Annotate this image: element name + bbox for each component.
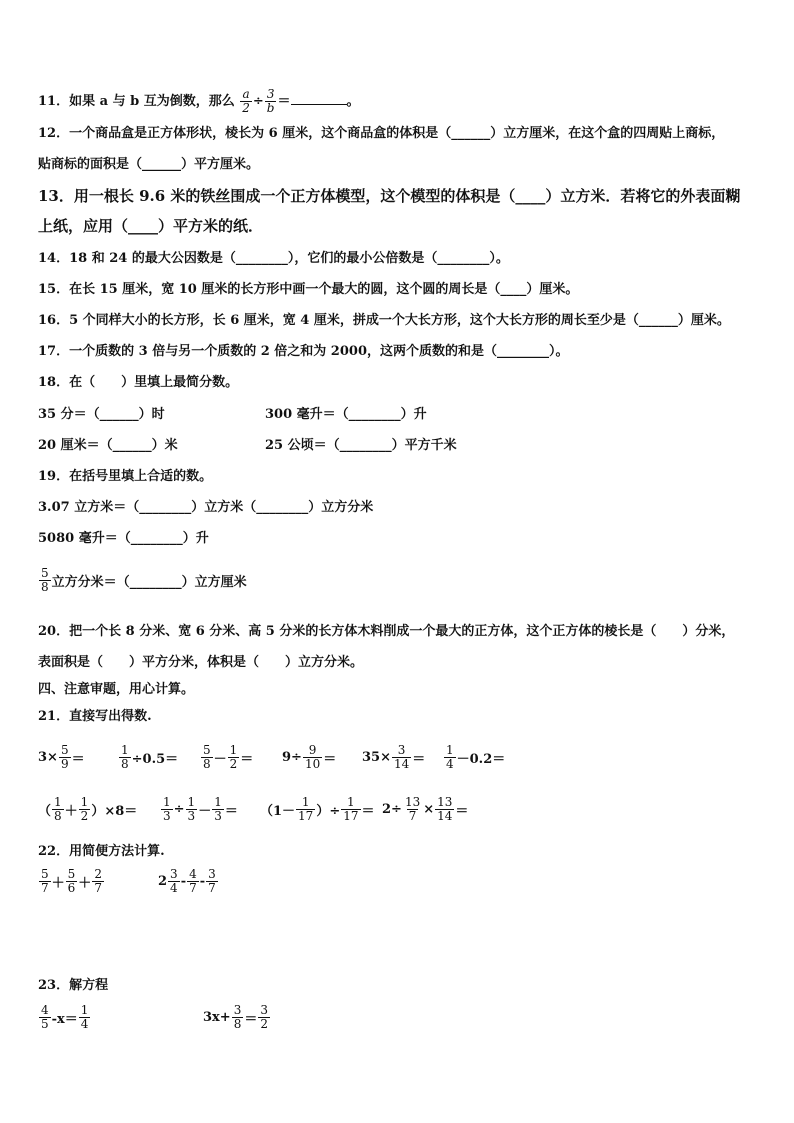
q19-item-c — [38, 567, 247, 594]
q21-e7-op: ＋ — [64, 804, 78, 819]
q23-e1-num-1: 4 — [41, 1003, 49, 1017]
q18-item-c: 20 厘米＝（______）米 — [38, 438, 178, 453]
q22-e1-op-2: ＋ — [78, 876, 92, 891]
q21-e10-den-2: 14 — [437, 809, 453, 823]
q21-e8-den-2: 3 — [187, 809, 196, 823]
q23-e2-num-2: 3 — [260, 1003, 268, 1017]
question-20-line-1: 20．把一个长 8 分米、宽 6 分米、高 5 分米的长方体木料削成一个最大的正方体，这个正方体的棱长是（ ）分米， — [38, 624, 735, 639]
q23-e1-num-2: 1 — [80, 1003, 89, 1017]
q21-e10-num-1: 13 — [404, 795, 421, 809]
q22-e1-op-1: ＋ — [51, 876, 65, 891]
q21-e3-num-2: 1 — [229, 743, 238, 757]
q21-e4-den: 10 — [304, 757, 321, 771]
q23-e2-fraction-2 — [258, 1004, 270, 1031]
q21-e1-num: 5 — [60, 743, 69, 757]
q21-e6-den: 4 — [446, 757, 454, 771]
q22-e2-fraction-2 — [187, 868, 199, 895]
q21-e8-fraction-2 — [186, 796, 198, 823]
q23-e2-den-1: 8 — [233, 1017, 242, 1031]
q18-item-d: 25 公顷＝（________）平方千米 — [265, 438, 457, 453]
q21-e3-op: － — [213, 752, 227, 767]
q11-fraction-1 — [240, 88, 252, 115]
q23-e1-mid: -x＝ — [51, 1012, 78, 1027]
q22-e1-num-3: 2 — [94, 867, 102, 881]
question-22-title: 22．用简便方法计算. — [38, 844, 165, 859]
q22-e1-fraction-3 — [92, 868, 104, 895]
q21-e10-num-2: 13 — [437, 795, 453, 809]
q23-equation-1 — [38, 1004, 91, 1031]
q22-e1-fraction-2 — [66, 868, 78, 895]
q11-text: 如果 a 与 b 互为倒数，那么 — [69, 94, 235, 109]
q21-e5-post: ＝ — [412, 752, 426, 767]
q23-e2-fraction-1 — [232, 1004, 244, 1031]
question-12-line-1: 12．一个商品盒是正方体形状，棱长为 6 厘米，这个商品盒的体积是（______）立方厘米，在这个盒的四周贴上商标， — [38, 126, 725, 141]
q21-e4-num: 9 — [308, 743, 317, 757]
q21-e8-fraction-3 — [212, 796, 224, 823]
q21-e7-den-1: 8 — [54, 809, 62, 823]
q21-e10-den-1: 7 — [408, 809, 417, 823]
q21-e7-den-2: 2 — [80, 809, 89, 823]
q21-e10-fraction-1 — [403, 796, 422, 823]
q19-item-b: 5080 毫升＝（________）升 — [38, 531, 209, 546]
q21-e5-pre: 35× — [362, 750, 391, 765]
q21-e9-den-2: 17 — [343, 809, 359, 823]
q22-e1-fraction-1 — [39, 868, 51, 895]
q18-item-b: 300 毫升＝（________）升 — [265, 407, 427, 422]
q23-e1-den-2: 4 — [80, 1017, 89, 1031]
q18-item-a: 35 分＝（______）时 — [38, 407, 165, 422]
q22-e2-fraction-3 — [206, 868, 218, 895]
q21-expr-10 — [382, 796, 468, 823]
q21-e7-num-1: 1 — [54, 795, 62, 809]
q22-e2-den-3: 7 — [208, 881, 216, 895]
q21-e3-num-1: 5 — [203, 743, 211, 757]
question-19-title: 19．在括号里填上合适的数。 — [38, 469, 213, 484]
q21-e3-den-1: 8 — [203, 757, 211, 771]
q23-e1-den-1: 5 — [41, 1017, 49, 1031]
section-4-heading: 四、注意审题，用心计算。 — [38, 682, 195, 697]
question-11 — [38, 88, 360, 115]
question-13-line-1: 13．用一根长 9.6 米的铁丝围成一个正方体模型，这个模型的体积是（____）立方米．若将它的外表面糊 — [38, 187, 741, 205]
q11-answer-blank[interactable] — [291, 92, 347, 105]
q21-e8-num-3: 1 — [214, 795, 222, 809]
q21-e3-post: ＝ — [240, 752, 254, 767]
q11-f1-num: a — [242, 87, 250, 101]
q21-e1-post: ＝ — [71, 752, 85, 767]
q21-e6-fraction — [444, 744, 456, 771]
q21-e9-post: ＝ — [361, 804, 375, 819]
q11-f1-den: 2 — [242, 101, 250, 115]
q22-e1-num-1: 5 — [41, 867, 49, 881]
q21-expr-2 — [118, 744, 178, 771]
q21-expr-4 — [282, 744, 336, 771]
q21-e6-num: 1 — [446, 743, 454, 757]
q21-e7-fraction-1 — [52, 796, 64, 823]
q21-e4-pre: 9÷ — [282, 750, 302, 765]
q21-e4-fraction — [303, 744, 322, 771]
q23-equation-2 — [203, 1004, 271, 1031]
q22-e2-num-1: 3 — [170, 867, 178, 881]
q19-c-num: 5 — [41, 566, 49, 580]
question-14: 14．18 和 24 的最大公因数是（________），它们的最小公倍数是（________）。 — [38, 251, 509, 266]
question-23-title: 23．解方程 — [38, 978, 109, 993]
q23-e2-mid: ＝ — [244, 1012, 258, 1027]
q21-e3-fraction-2 — [228, 744, 240, 771]
q21-e3-fraction-1 — [201, 744, 213, 771]
q21-e7-num-2: 1 — [80, 795, 89, 809]
q19-item-a: 3.07 立方米＝（________）立方米（________）立方分米 — [38, 500, 374, 515]
q21-e5-den: 14 — [393, 757, 410, 771]
q21-expr-7 — [38, 796, 137, 823]
q22-e2-num-2: 4 — [189, 867, 197, 881]
q21-e8-op-2: － — [198, 804, 212, 819]
q21-e7-fraction-2 — [79, 796, 91, 823]
q21-e1-pre: 3× — [38, 750, 58, 765]
q21-e8-op-1: ÷ — [173, 802, 185, 817]
q21-expr-9 — [260, 796, 375, 823]
q11-number: 11． — [38, 94, 70, 109]
question-16: 16．5 个同样大小的长方形，长 6 厘米，宽 4 厘米，拼成一个大长方形，这个大长方形的周长至少是（______）厘米。 — [38, 313, 730, 328]
q22-e2-num-3: 3 — [208, 867, 216, 881]
q23-e1-fraction-1 — [39, 1004, 51, 1031]
q21-e7-post: ）×8＝ — [91, 804, 138, 819]
q21-expr-3 — [200, 744, 253, 771]
question-20-line-2: 表面积是（ ）平方分米，体积是（ ）立方分米。 — [38, 655, 364, 670]
q19-c-text: 立方分米＝（________）立方厘米 — [51, 575, 247, 590]
q22-e1-den-1: 7 — [41, 881, 49, 895]
q11-f2-num: 3 — [266, 87, 275, 101]
q11-eq: ＝ — [277, 94, 291, 109]
q21-e9-op: ）÷ — [316, 804, 341, 819]
q21-e3-den-2: 2 — [229, 757, 238, 771]
q21-e4-post: ＝ — [323, 752, 337, 767]
q21-e1-fraction — [59, 744, 71, 771]
q21-e7-pre: （ — [38, 804, 52, 819]
q21-e9-num-2: 1 — [347, 795, 355, 809]
q21-e9-num-1: 1 — [301, 795, 310, 809]
q23-e2-num-1: 3 — [233, 1003, 242, 1017]
q21-e8-fraction-1 — [161, 796, 173, 823]
question-15: 15．在长 15 厘米，宽 10 厘米的长方形中画一个最大的圆，这个圆的周长是（____）厘米。 — [38, 282, 579, 297]
q22-e1-den-2: 6 — [67, 881, 76, 895]
q21-e5-fraction — [392, 744, 411, 771]
q21-expr-6 — [443, 744, 505, 771]
q21-e2-den: 8 — [121, 757, 129, 771]
q21-e8-num-2: 1 — [187, 795, 196, 809]
q21-e6-post: －0.2＝ — [456, 752, 506, 767]
q21-e10-op: × — [423, 802, 435, 817]
q21-e9-fraction-1 — [296, 796, 315, 823]
q21-e1-den: 9 — [60, 757, 69, 771]
q22-e2-op-2: - — [199, 874, 206, 889]
q21-e9-pre: （1－ — [260, 804, 296, 819]
q23-e2-pre: 3x+ — [203, 1010, 231, 1025]
q21-e2-post: ÷0.5＝ — [131, 752, 179, 767]
q19-c-fraction — [39, 567, 51, 594]
q23-e2-den-2: 2 — [260, 1017, 268, 1031]
question-17: 17．一个质数的 3 倍与另一个质数的 2 倍之和为 2000，这两个质数的和是（________）。 — [38, 344, 569, 359]
q19-c-den: 8 — [41, 580, 49, 594]
question-13-line-2: 上纸，应用（____）平方米的纸． — [38, 217, 264, 235]
question-21-title: 21．直接写出得数. — [38, 709, 152, 724]
q21-e8-den-1: 3 — [163, 809, 171, 823]
q22-e2-whole: 2 — [158, 874, 168, 889]
q21-e10-fraction-2 — [435, 796, 454, 823]
q21-expr-1 — [38, 744, 85, 771]
q21-e2-num: 1 — [121, 743, 129, 757]
q22-e2-fraction-1 — [168, 868, 180, 895]
question-12-line-2: 贴商标的面积是（______）平方厘米。 — [38, 157, 260, 172]
q21-e8-den-3: 3 — [214, 809, 222, 823]
q23-e1-fraction-2 — [79, 1004, 91, 1031]
q21-e2-fraction — [119, 744, 131, 771]
q21-expr-5 — [362, 744, 425, 771]
q22-e1-num-2: 5 — [67, 867, 76, 881]
q21-e8-post: ＝ — [224, 804, 238, 819]
q21-expr-8 — [160, 796, 238, 823]
q11-fraction-2 — [265, 88, 277, 115]
q22-expr-2 — [158, 868, 219, 895]
q11-op: ÷ — [252, 94, 264, 109]
q21-e8-num-1: 1 — [163, 795, 171, 809]
question-18-title: 18．在（ ）里填上最简分数。 — [38, 375, 239, 390]
q21-e10-pre: 2÷ — [382, 802, 402, 817]
q22-e2-den-1: 4 — [170, 881, 178, 895]
q11-end: 。 — [346, 94, 360, 109]
q21-e9-fraction-2 — [341, 796, 360, 823]
q22-expr-1 — [38, 868, 105, 895]
q22-e2-op-1: - — [180, 874, 187, 889]
q22-e1-den-3: 7 — [94, 881, 102, 895]
q21-e5-num: 3 — [397, 743, 406, 757]
q11-f2-den: b — [266, 101, 275, 115]
q21-e9-den-1: 17 — [298, 809, 314, 823]
q21-e10-post: ＝ — [455, 804, 469, 819]
q22-e2-den-2: 7 — [189, 881, 197, 895]
